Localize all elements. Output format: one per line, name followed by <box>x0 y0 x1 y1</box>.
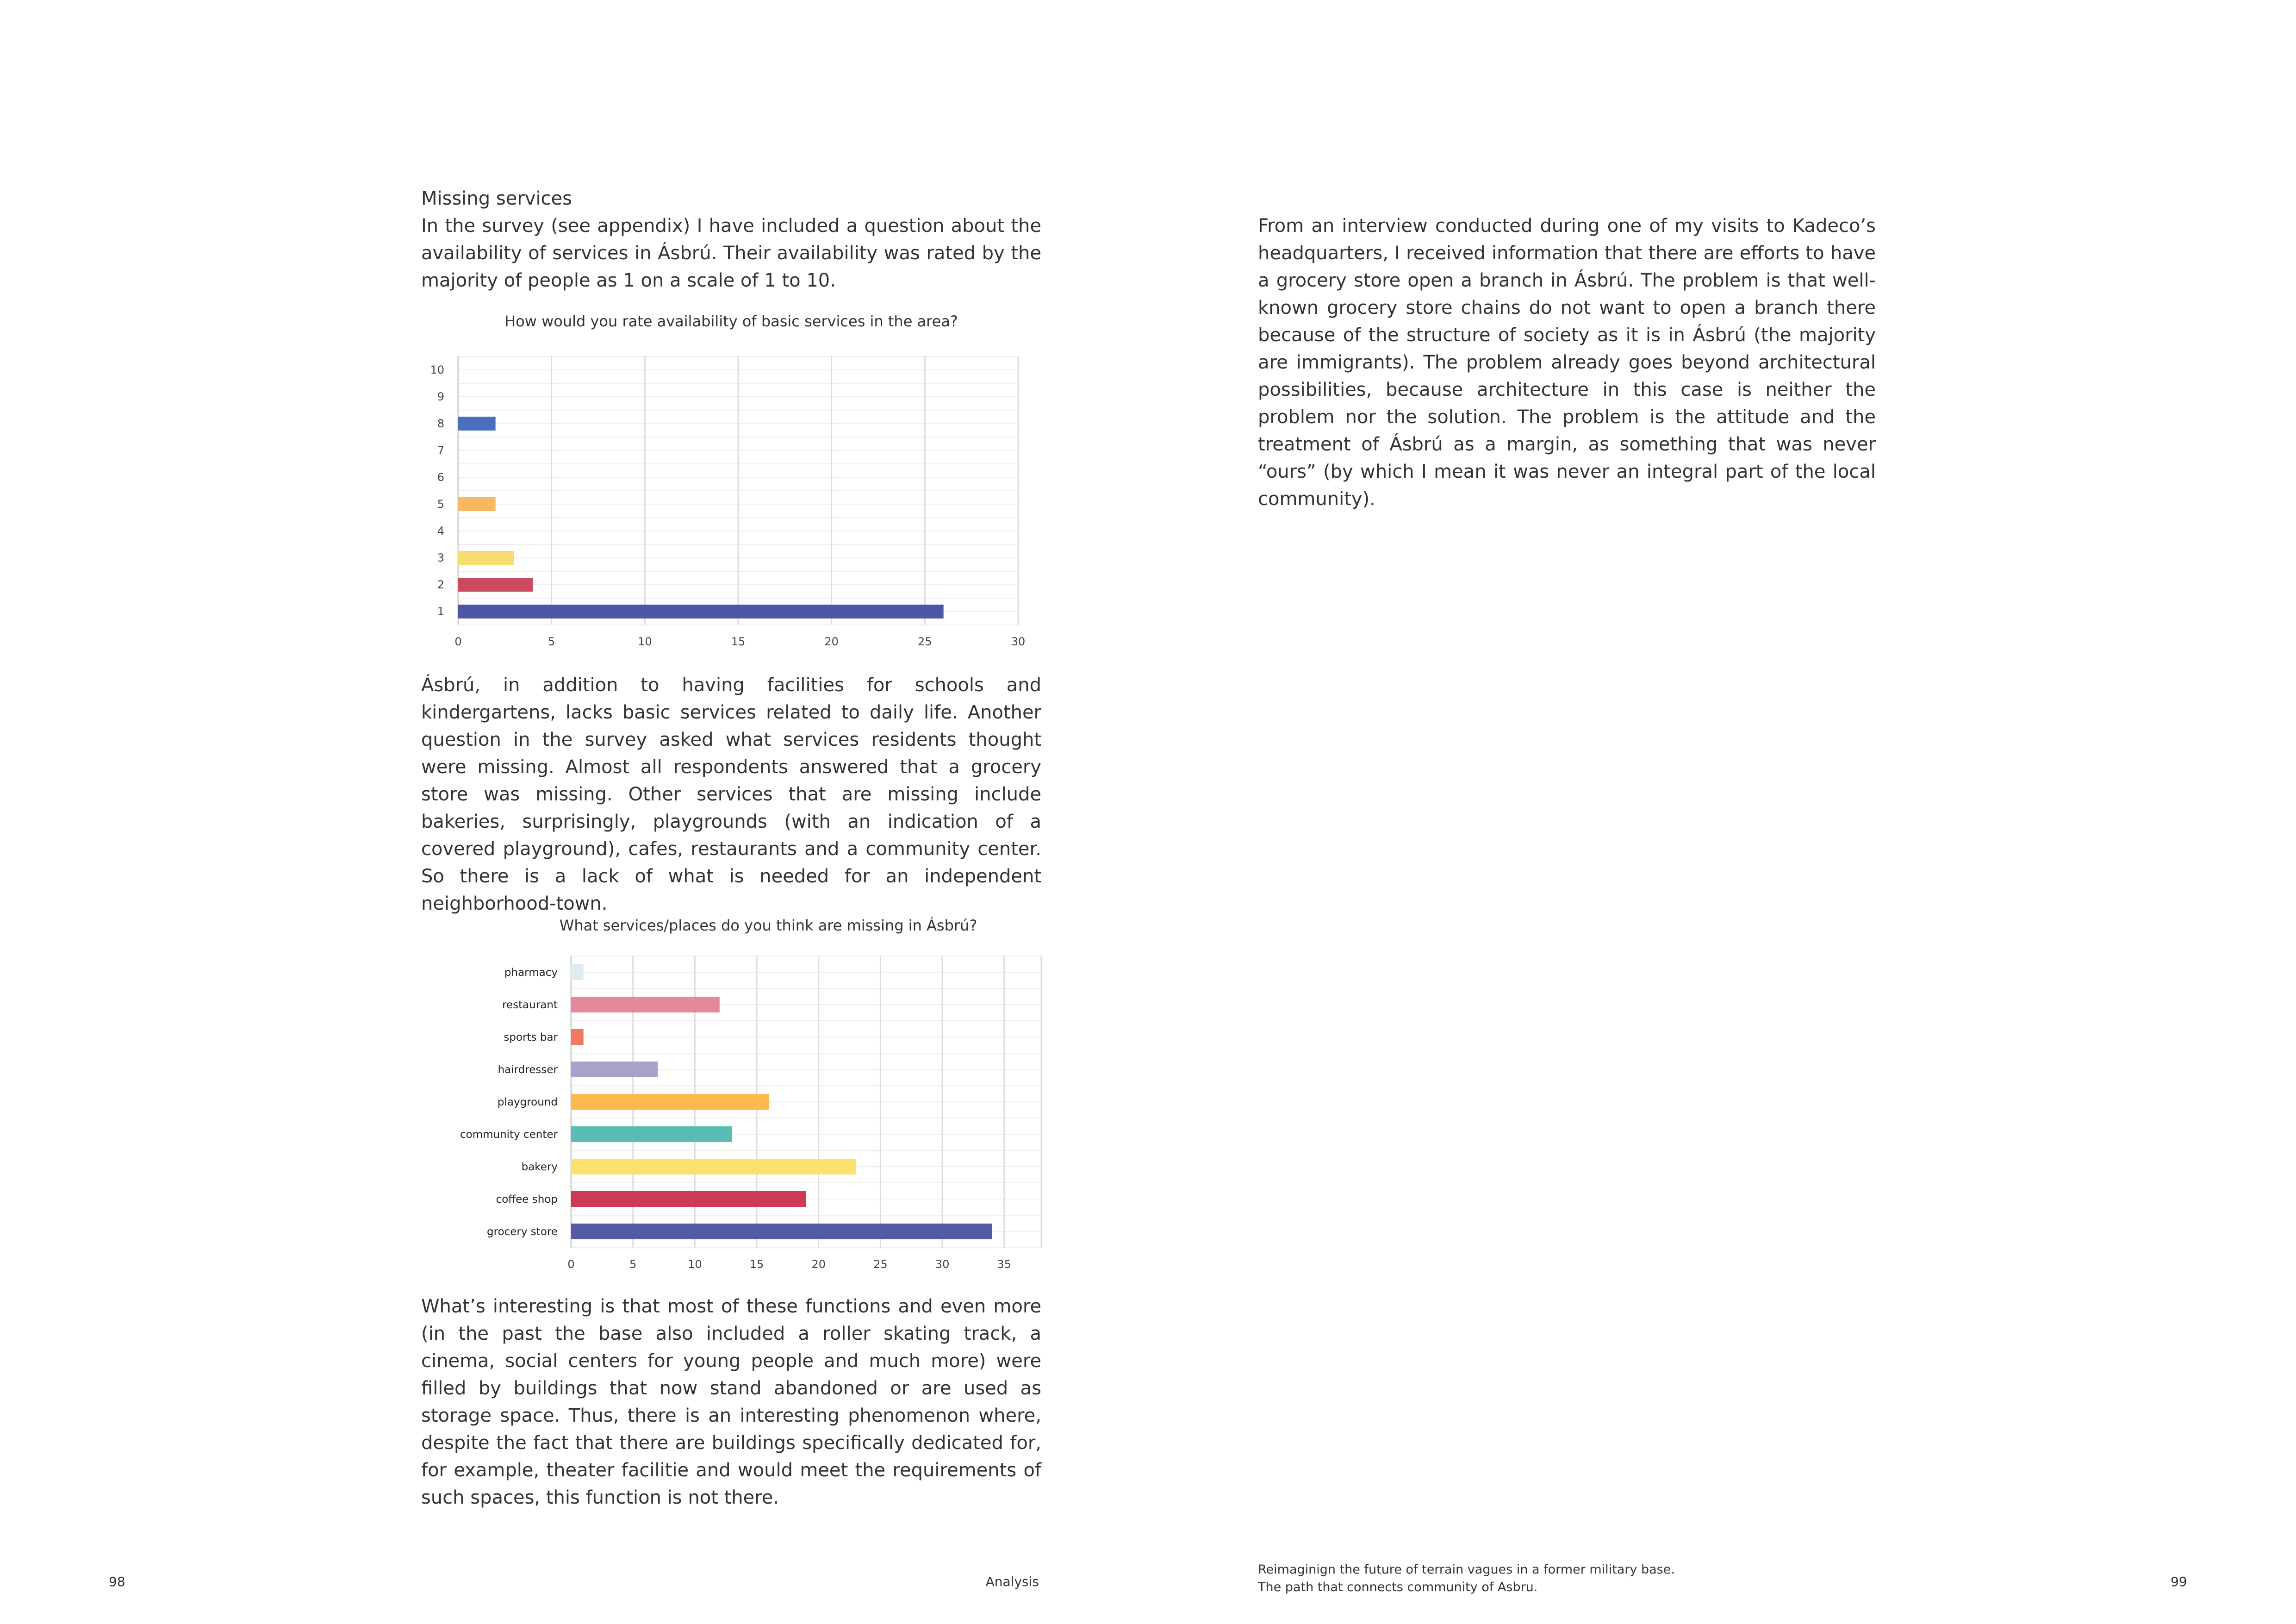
chart1-x-tick-label: 15 <box>731 635 746 648</box>
paragraph-kadeco-interview: From an interview conducted during one of my visits to Kadeco’s headquarters, I received information that there are efforts to have a grocery store open a branch in Ásbrú. The problem is that well-known grocery store chains do not want to open a branch there because of the structure of society as it is in Ásbrú (the majority are immigrants). The problem already goes beyond architectural possibilities, because architecture in this case is neither the problem nor the solution. The problem is the attitude and the treatment of Ásbrú as a margin, as something that was never “ours” (by which I mean it was never an integral part of the local community). <box>1258 215 1876 510</box>
chart2-category-label: grocery store <box>487 1226 558 1238</box>
chart1-category-label: 3 <box>437 551 444 564</box>
chart2-bar <box>571 997 720 1012</box>
book-title-line2: The path that connects community of Asbru. <box>1258 1580 1538 1594</box>
chart2-x-tick-label: 20 <box>811 1258 826 1271</box>
chart1-category-label: 9 <box>437 390 444 403</box>
paragraph-missing-services: Ásbrú, in addition to having facilities for schools and kindergartens, lacks basic services related to daily life. Another question in the survey asked what services residents thought were missing. Almost all respondents answered that a grocery store was missing. Other services that are missing include bakeries, surprisingly, playgrounds (with an indication of a covered playground), cafes, restaurants and a community center. So there is a lack of what is needed for an independent neighborhood-town. <box>421 675 1041 914</box>
chart1-category-label: 8 <box>437 417 444 430</box>
chart1-category-label: 2 <box>437 578 444 591</box>
paragraph-intro: In the survey (see appendix) I have included a question about the availability of services in Ásbrú. Their availability was rated by the majority of people as 1 on a scale of 1 to 10. <box>421 215 1041 291</box>
chart2-x-tick-label: 30 <box>935 1258 950 1271</box>
chart2-x-tick-label: 25 <box>873 1258 888 1271</box>
chart1-category-label: 1 <box>437 605 444 618</box>
book-title <box>1258 1561 1813 1596</box>
chart1-title: How would you rate availability of basic services in the area? <box>504 312 958 330</box>
chart1-x-tick-label: 25 <box>918 635 932 648</box>
chart2-category-label: pharmacy <box>504 967 558 979</box>
chart2-category-label: sports bar <box>504 1031 558 1043</box>
paragraph-abandoned-buildings: What’s interesting is that most of these functions and even more (in the past the base also included a roller skating track, a cinema, social centers for young people and much more) were filled by buildings that now stand abandoned or are used as storage space. Thus, there is an interesting phenomenon where, despite the fact that there are buildings specifically dedicated for, for example, theater facilitie and would meet the requirements of such spaces, this function is not there. <box>421 1296 1041 1508</box>
chart2-bar <box>571 1029 584 1045</box>
chart2-category-label: community center <box>460 1129 558 1141</box>
chart1-category-label: 6 <box>437 471 444 484</box>
chart1-category-label: 10 <box>430 363 444 376</box>
chart2-bar <box>571 1191 806 1207</box>
chart1-category-label: 4 <box>437 525 444 537</box>
chart2-x-tick-label: 0 <box>567 1258 575 1271</box>
chart2-bar <box>571 1126 732 1142</box>
chart1-x-tick-label: 20 <box>824 635 839 648</box>
chart2-x-tick-label: 10 <box>688 1258 702 1271</box>
chart1-x-tick-label: 30 <box>1011 635 1026 648</box>
chart2-category-label: hairdresser <box>498 1064 558 1076</box>
chart2-bar <box>571 1062 658 1077</box>
chart2-title: What services/places do you think are missing in Ásbrú? <box>559 917 977 934</box>
chart2-category-label: bakery <box>521 1161 558 1173</box>
chart2-category-label: playground <box>497 1096 558 1108</box>
chart2-bar <box>571 964 584 980</box>
section-heading: Missing services <box>421 188 572 209</box>
chart2-bar <box>571 1159 856 1174</box>
chart2-bar <box>571 1224 992 1239</box>
section-label: Analysis <box>985 1574 1039 1589</box>
chart2-bar <box>571 1094 769 1110</box>
page-number-right: 99 <box>2171 1574 2187 1589</box>
book-title-line1: Reimaginign the future of terrain vagues in a former military base. <box>1258 1562 1675 1577</box>
chart1-category-label: 5 <box>437 498 444 511</box>
chart1-x-tick-label: 0 <box>454 635 462 648</box>
page-number-left: 98 <box>109 1574 125 1589</box>
chart2-x-tick-label: 15 <box>749 1258 764 1271</box>
chart2-category-label: coffee shop <box>496 1193 558 1206</box>
chart1-category-label: 7 <box>437 444 444 457</box>
chart2-x-tick-label: 5 <box>629 1258 637 1271</box>
chart2-category-label: restaurant <box>502 999 558 1011</box>
chart1-x-tick-label: 5 <box>548 635 555 648</box>
chart2-x-tick-label: 35 <box>997 1258 1012 1271</box>
chart1-x-tick-label: 10 <box>638 635 652 648</box>
